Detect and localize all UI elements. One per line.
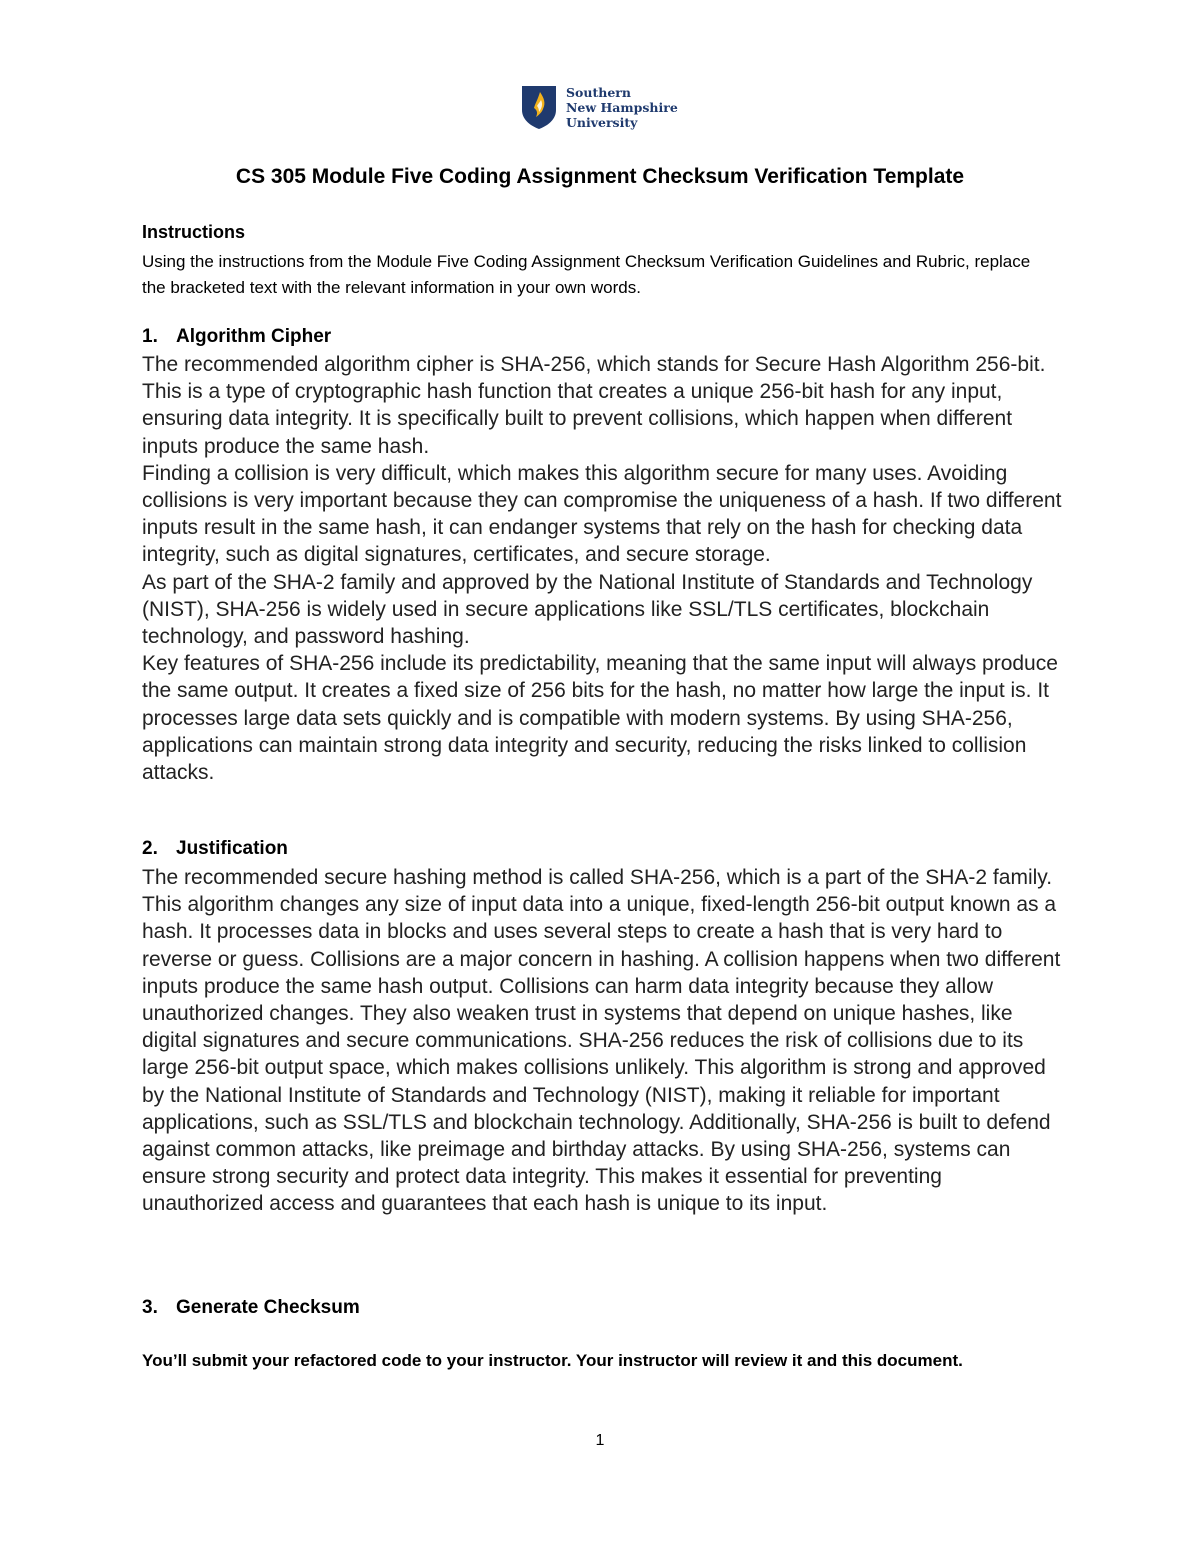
logo-line-3: University xyxy=(566,114,638,130)
document-title: CS 305 Module Five Coding Assignment Checksum Verification Template xyxy=(235,165,965,188)
logo-line-2: New Hampshire xyxy=(566,99,678,115)
section-title: Justification xyxy=(176,838,288,859)
paragraph: Finding a collision is very difficult, which makes this algorithm secure for many uses. Avoiding collisions is very important because they can compromise the uniqueness of a hash. If two different inputs result in the same hash, it can endanger systems that rely on the hash for checking data integrity, such as digital signatures, certificates, and secure storage. xyxy=(142,461,1062,567)
section-title: Generate Checksum xyxy=(176,1297,360,1318)
paragraph: As part of the SHA-2 family and approved by the National Institute of Standards and Technology (NIST), SHA-256 is widely used in secure applications like SSL/TLS certificates, blockchain technology, and password hashing. xyxy=(142,570,1033,649)
university-logo xyxy=(521,84,678,130)
section-title: Algorithm Cipher xyxy=(176,326,332,347)
section-number: 1. xyxy=(142,326,158,347)
logo-line-1: Southern xyxy=(566,84,631,100)
section-heading-justification xyxy=(142,838,288,860)
logo-wordmark xyxy=(566,85,678,130)
paragraph: The recommended secure hashing method is called SHA-256, which is a part of the SHA-2 family. This algorithm changes any size of input data into a unique, fixed-length 256-bit output known as a hash. It processes data in blocks and uses several steps to create a hash that is very hard to reverse or guess. Collisions are a major concern in hashing. A collision happens when two different inputs produce the same hash output. Collisions can harm data integrity because they allow unauthorized changes. They also weaken trust in systems that depend on unique hashes, like digital signatures and secure communications. SHA-256 reduces the risk of collisions due to its large 256-bit output space, which makes collisions unlikely. This algorithm is strong and approved by the National Institute of Standards and Technology (NIST), making it reliable for important applications, such as SSL/TLS and blockchain technology. Additionally, SHA-256 is built to defend against common attacks, like preimage and birthday attacks. By using SHA-256, systems can ensure strong security and protect data integrity. This makes it essential for preventing unauthorized access and guarantees that each hash is unique to its input. xyxy=(142,866,1061,1216)
paragraph: Key features of SHA-256 include its predictability, meaning that the same input will always produce the same output. It creates a fixed size of 256 bits for the hash, no matter how large the input is. It processes large data sets quickly and is compatible with modern systems. By using SHA-256, applications can maintain strong data integrity and security, reducing the risks linked to collision attacks. xyxy=(142,652,1058,785)
justification-body xyxy=(142,864,1067,1218)
algorithm-cipher-body xyxy=(142,351,1067,786)
instructions-text: Using the instructions from the Module Five Coding Assignment Checksum Verification Guidelines and Rubric, replace the bracketed text with the relevant information in your own words. xyxy=(142,252,1031,297)
section-number: 3. xyxy=(142,1297,158,1318)
section-number: 2. xyxy=(142,838,158,859)
instructions-heading: Instructions xyxy=(142,222,246,242)
paragraph: The recommended algorithm cipher is SHA-256, which stands for Secure Hash Algorithm 256-bit. This is a type of cryptographic hash function that creates a unique 256-bit hash for any input, ensuring data integrity. It is specifically built to prevent collisions, which happen when different inputs produce the same hash. xyxy=(142,353,1046,458)
closing-note: You’ll submit your refactored code to your instructor. Your instructor will review it and this document. xyxy=(142,1351,963,1370)
section-heading-generate-checksum xyxy=(142,1297,360,1319)
section-heading-algorithm-cipher xyxy=(142,326,331,348)
shield-flame-icon xyxy=(521,84,557,130)
page-number: 1 xyxy=(595,1432,605,1449)
